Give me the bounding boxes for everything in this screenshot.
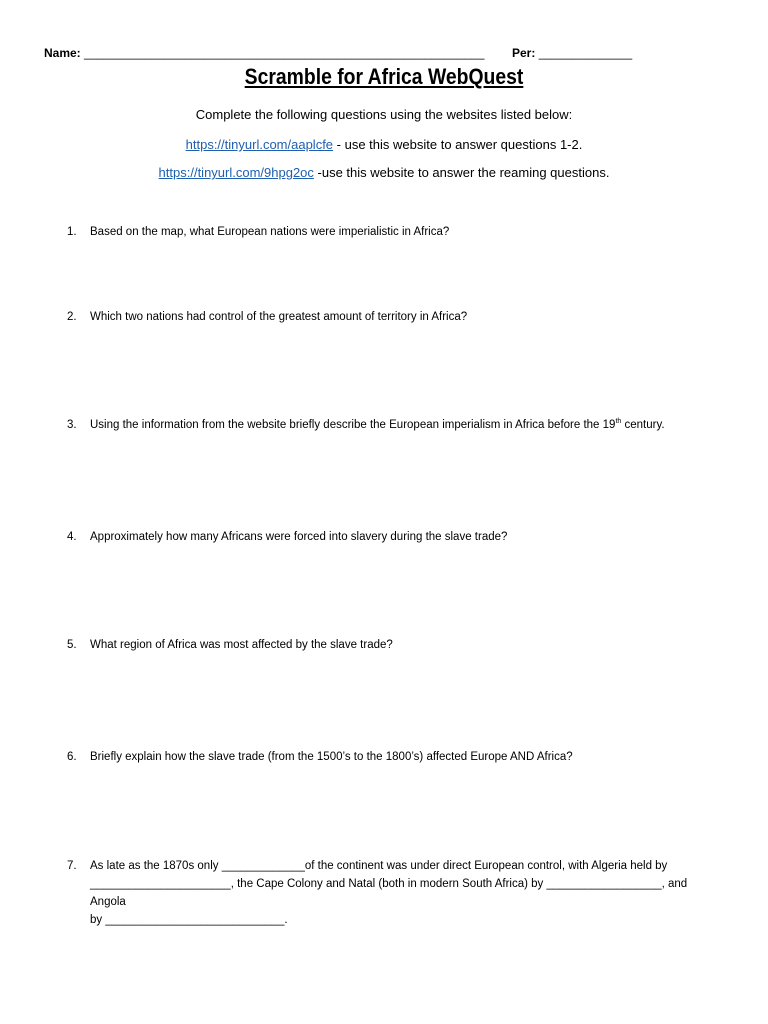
question-text: Based on the map, what European nations were imperialistic in Africa? [90,226,450,238]
question-number: 1. [67,226,77,238]
site-note-1: - use this website to answer questions 1-2. [333,137,583,152]
question-text: What region of Africa was most affected by the slave trade? [90,639,393,651]
name-label: Name: [44,46,81,60]
question-7-line-2: ______________________, the Cape Colony and Natal (both in modern South Africa) by __________________, and Angola [90,878,688,908]
question-text: Which two nations had control of the greatest amount of territory in Africa? [90,311,468,323]
per-label: Per: [512,46,536,60]
question-number: 6. [67,751,77,763]
header-row [44,46,724,64]
per-field[interactable] [512,46,632,60]
question-text: Approximately how many Africans were forced into slavery during the slave trade? [90,531,508,543]
name-blank[interactable]: ____________________________________________________________ [84,46,485,60]
question-text-start: Using the information from the website briefly describe the European imperialism in Africa before the 19 [90,419,616,431]
website-link-1[interactable]: https://tinyurl.com/aaplcfe [185,137,334,152]
question-text-end: century. [621,419,665,431]
question-text[interactable] [90,857,720,929]
question-number: 4. [67,531,77,543]
website-link-2[interactable]: https://tinyurl.com/9hpg2oc [158,165,314,180]
page-title: Scramble for Africa WebQuest [244,64,524,89]
question-number: 5. [67,639,77,651]
question-number: 3. [67,419,77,431]
name-field[interactable] [44,46,484,60]
intro-text: Complete the following questions using the websites listed below: [195,107,573,122]
site-note-2: -use this website to answer the reaming questions. [313,165,610,180]
question-7-line-3: by ____________________________. [90,914,288,926]
question-text: Briefly explain how the slave trade (from the 1500’s to the 1800’s) affected Europe AND Africa? [90,751,573,763]
question-number: 7. [67,860,77,872]
ordinal-suffix: th [615,418,622,426]
question-7-line-1: As late as the 1870s only _____________of the continent was under direct European control, with Algeria held by [90,860,668,872]
question-number: 2. [67,311,77,323]
per-blank[interactable]: ______________ [538,46,633,60]
site-line-1 [0,137,768,152]
question-text [90,416,720,434]
site-line-2 [0,165,768,180]
